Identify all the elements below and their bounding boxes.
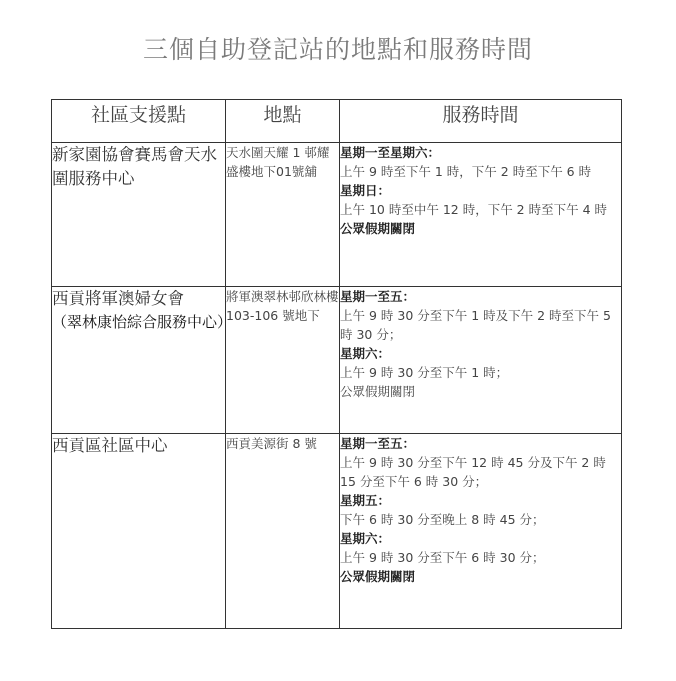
table-header-row xyxy=(52,100,622,143)
holiday-closed-note: 公眾假期關閉 xyxy=(340,221,416,236)
community-point-subname: （翠林康怡綜合服務中心） xyxy=(52,313,233,331)
community-point-cell xyxy=(52,287,233,434)
header-location: 地點 xyxy=(226,100,340,143)
table-row xyxy=(52,287,622,434)
service-hours-cell xyxy=(340,143,622,287)
page-title: 三個自助登記站的地點和服務時間 xyxy=(142,35,533,64)
hours-day-label: 星期五： xyxy=(340,493,391,508)
hours-day-label: 星期六： xyxy=(340,531,391,546)
holiday-closed-note: 公眾假期關閉 xyxy=(340,384,416,399)
location-cell: 西貢美源街 8 號 xyxy=(226,434,340,629)
community-point-name: 西貢區社區中心 xyxy=(52,436,168,455)
table-row xyxy=(52,143,622,287)
service-hours-cell xyxy=(340,434,622,629)
hours-time-text: 上午 9 時 30 分至下午 1 時； xyxy=(340,365,509,380)
hours-day-label: 星期一至五： xyxy=(340,289,416,304)
hours-day-label: 星期一至星期六： xyxy=(340,145,441,160)
table-row xyxy=(52,434,622,629)
location-cell: 將軍澳翠林邨欣林樓 103-106 號地下 xyxy=(226,287,340,434)
hours-day-label: 星期日： xyxy=(340,183,391,198)
hours-time-text: 上午 9 時 30 分至下午 12 時 45 分及下午 2 時 15 分至下午 6 時 30 分； xyxy=(340,455,606,489)
community-point-cell xyxy=(52,434,226,629)
hours-time-text: 上午 9 時 30 分至下午 1 時及下午 2 時至下午 5 時 30 分； xyxy=(340,308,611,342)
hours-time-text: 上午 10 時至中午 12 時，下午 2 時至下午 4 時 xyxy=(340,202,608,217)
hours-day-label: 星期一至五： xyxy=(340,436,416,451)
community-point-cell xyxy=(52,143,226,287)
community-point-name: 新家園協會賽馬會天水圍服務中心 xyxy=(52,145,217,188)
hours-day-label: 星期六： xyxy=(340,346,391,361)
header-community-point: 社區支援點 xyxy=(52,100,226,143)
holiday-closed-note: 公眾假期關閉 xyxy=(340,569,416,584)
service-hours-cell xyxy=(340,287,622,434)
community-point-name: 西貢將軍澳婦女會 xyxy=(52,289,184,308)
header-service-hours: 服務時間 xyxy=(340,100,622,143)
hours-time-text: 上午 9 時 30 分至下午 6 時 30 分； xyxy=(340,550,545,565)
service-schedule-table xyxy=(51,99,622,629)
hours-time-text: 下午 6 時 30 分至晚上 8 時 45 分； xyxy=(340,512,545,527)
hours-time-text: 上午 9 時至下午 1 時，下午 2 時至下午 6 時 xyxy=(340,164,592,179)
location-cell: 天水圍天耀 1 邨耀盛樓地下01號舖 xyxy=(226,143,340,287)
